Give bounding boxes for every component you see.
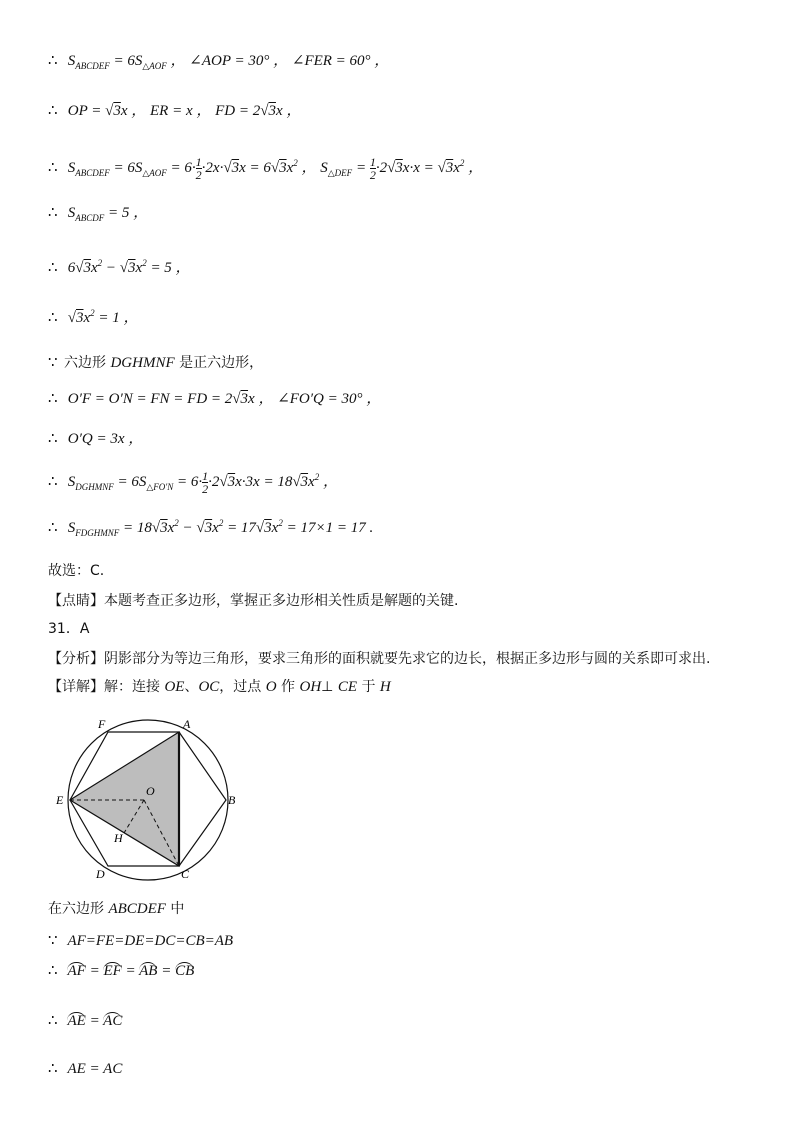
shaded-triangle	[70, 732, 179, 866]
hexagon-circle-diagram	[48, 712, 248, 882]
label-b: B	[228, 793, 236, 807]
label-c: C	[181, 867, 190, 881]
line-9	[48, 428, 143, 450]
key-point: 【点睛】本题考查正多边形，掌握正多边形相关性质是解题的关键.	[48, 593, 459, 609]
label-e: E	[56, 793, 64, 807]
area-value: $S_{ABCDF} = 5$ ，	[67, 205, 149, 223]
label-d: D	[96, 867, 105, 881]
line-7	[48, 352, 263, 374]
hexagon-context: 在六边形 ABCDEF 中	[48, 901, 185, 917]
line-8	[48, 388, 381, 410]
label-h: H	[114, 831, 123, 845]
because-symbol: ∵	[48, 355, 58, 371]
therefore-symbol: ∴	[48, 963, 58, 979]
therefore-symbol: ∴	[48, 260, 58, 276]
line-19	[48, 960, 194, 982]
equal-chords: AE = AC	[67, 1061, 123, 1077]
therefore-symbol: ∴	[48, 310, 58, 326]
equal-arcs-2: AE = AC	[67, 1013, 123, 1029]
label-f: F	[98, 717, 106, 731]
equal-arcs-1: AF = EF = AB = CB	[67, 963, 195, 979]
therefore-symbol: ∴	[48, 53, 58, 69]
length-relations-2: O′F = O′N = FN = FD = 2√3x ， ∠FO′Q = 30° ，	[67, 391, 382, 407]
analysis: 【分析】阴影部分为等边三角形，要求三角形的面积就要先求它的边长，根据正多边形与圆的关系即可求出.	[48, 651, 711, 667]
equation-1: $6√3x^2 - √3x^2 = 5$ ，	[67, 258, 191, 276]
answer-choice: 故选：C.	[48, 563, 105, 579]
area-computation-3: $S_{FDGHMNF} = 18√3x^2 - √3x^2 = 17√3x^2 = 17\times 1 = 17$ .	[67, 518, 374, 538]
because-symbol: ∵	[48, 933, 58, 949]
line-6	[48, 302, 139, 329]
therefore-symbol: ∴	[48, 520, 58, 536]
label-o: O	[146, 784, 155, 798]
therefore-symbol: ∴	[48, 391, 58, 407]
therefore-symbol: ∴	[48, 1013, 58, 1029]
therefore-symbol: ∴	[48, 205, 58, 221]
area-computation-1: $S_{ABCDEF} = 6S_{\triangle AOF} = 6\cdot$ $\frac{1}{2}$ $\cdot 2x\cdot√3x = 6√3x^2$ ， $S_{\triangle DEF}$ = $\frac{1}{2}$ $\cdot 2√3x\cdot x = √3x^2$ ，	[67, 155, 484, 183]
line-10	[48, 466, 338, 498]
label-a: A	[183, 717, 191, 731]
equal-sides: AF=FE=DE=DC=CB=AB	[67, 933, 234, 949]
length-relations: OP = √3x ， ER = x ， FD = 2√3x ，	[67, 103, 302, 119]
solution-intro: 【详解】解：连接 OE、OC，过点 O 作 OH⊥ CE 于 H	[48, 679, 391, 695]
line-18	[48, 930, 233, 952]
therefore-symbol: ∴	[48, 474, 58, 490]
line-5	[48, 252, 191, 279]
question-number: 31．A	[48, 621, 90, 637]
length-relation-3: O′Q = 3x ，	[67, 431, 144, 447]
line-3	[48, 152, 483, 184]
line-20	[48, 1010, 122, 1032]
therefore-symbol: ∴	[48, 431, 58, 447]
equation-2: $√3x^2 = 1$ ，	[67, 308, 139, 326]
line-21	[48, 1058, 122, 1080]
therefore-symbol: ∴	[48, 1061, 58, 1077]
therefore-symbol: ∴	[48, 160, 58, 176]
hexagon-statement: 六边形 DGHMNF 是正六边形，	[64, 355, 264, 371]
line-2	[48, 100, 301, 122]
line-4	[48, 202, 148, 229]
area-relation-1: $S_{ABCDEF} = 6S_{\triangle AOF}$ ， ∠AOP = 30° ， ∠FER = 60° ，	[67, 53, 390, 71]
area-computation-2: $S_{DGHMNF} = 6S_{\triangle FO'N} = 6\cdot$ $\frac{1}{2}$ $\cdot 2√3x\cdot 3x = 18√3x^2$ ，	[67, 469, 338, 497]
line-11	[48, 512, 373, 544]
line-1	[48, 50, 389, 77]
therefore-symbol: ∴	[48, 103, 58, 119]
